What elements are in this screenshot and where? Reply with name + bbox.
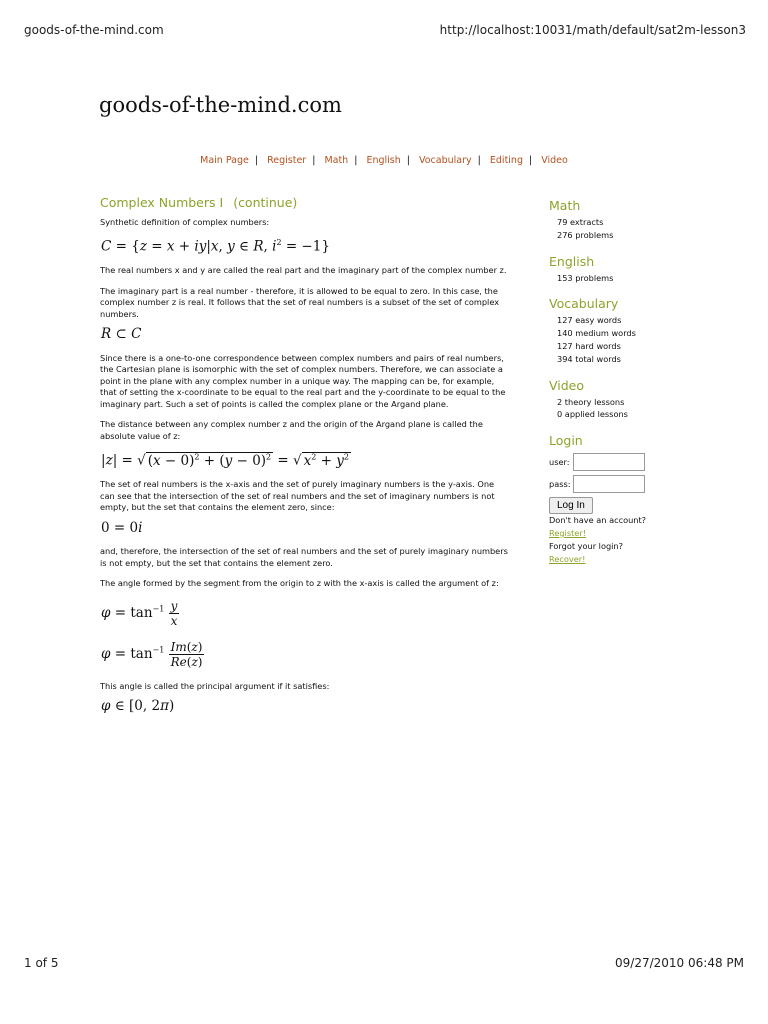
user-label: user: xyxy=(549,456,570,467)
list-item: 140 medium words xyxy=(557,328,636,339)
sidebar-vocabulary-list xyxy=(557,314,699,365)
pass-label: pass: xyxy=(549,478,571,489)
formula-zero: 0 = 0i xyxy=(101,519,143,536)
paragraph-2: The real numbers x and y are called the real part and the imaginary part of the complex number z. xyxy=(100,265,507,275)
sidebar xyxy=(549,198,699,565)
login-button[interactable]: Log In xyxy=(549,497,593,514)
print-footer-page: 1 of 5 xyxy=(24,956,59,970)
nav-register[interactable]: Register xyxy=(267,155,307,166)
formula-argument-2: $\varphi = \tan^{-1}$ $\frac{Im(z)}{Re(z)}$ xyxy=(101,639,203,669)
print-footer-datetime: 09/27/2010 06:48 PM xyxy=(615,956,744,970)
paragraph-8: The angle formed by the segment from the origin to z with the x-axis is called the argument of z: xyxy=(100,578,499,588)
nav-math[interactable]: Math xyxy=(324,155,349,166)
nav-video[interactable]: Video xyxy=(541,155,568,166)
print-header-url: http://localhost:10031/math/default/sat2m-lesson3 xyxy=(439,23,746,37)
list-item: 2 theory lessons xyxy=(557,396,625,407)
sidebar-english-heading[interactable]: English xyxy=(549,253,595,269)
nav-editing[interactable]: Editing xyxy=(489,155,523,166)
sidebar-vocabulary-heading[interactable]: Vocabulary xyxy=(549,296,619,312)
recover-link[interactable]: Recover! xyxy=(549,553,586,564)
register-link[interactable]: Register! xyxy=(549,527,586,538)
paragraph-9: This angle is called the principal argument if it satisfies: xyxy=(100,680,330,691)
list-item: 276 problems xyxy=(557,229,614,240)
login-heading: Login xyxy=(549,433,583,449)
sidebar-english-list xyxy=(557,272,699,285)
list-item: 127 easy words xyxy=(557,315,622,326)
nav-main-page[interactable]: Main Page xyxy=(200,155,249,166)
paragraph-6: The set of real numbers is the x-axis and the set of purely imaginary numbers is the y-axis. One can see that the intersection of the set of real numbers and the set of imaginary numbers is not empty, but the set that contains the element zero, since: xyxy=(100,479,495,512)
user-input[interactable] xyxy=(573,453,645,471)
list-item: 394 total words xyxy=(557,353,621,364)
nav-vocabulary[interactable]: Vocabulary xyxy=(418,155,472,166)
paragraph-4: Since there is a one-to-one correspondence between complex numbers and pairs of real numbers, the Cartesian plane is isomorphic with the set of complex numbers. Therefore, we can associate a point in the plane with any complex number in a unique way. The mapping can be, for example, that of setting the x-coordinate to be equal to the real part and the y-coordinate to be equal to the imaginary part. Such a set of points is called the complex plane or the Argand plane. xyxy=(100,352,506,409)
article xyxy=(100,197,508,725)
top-nav: Main Page | Register | Math | English | Vocabulary | Editing | Video xyxy=(200,155,568,166)
list-item: 127 hard words xyxy=(557,340,621,351)
continue-link[interactable]: (continue) xyxy=(233,195,298,210)
sidebar-video-list xyxy=(557,396,699,422)
paragraph-1: Synthetic definition of complex numbers: xyxy=(100,216,270,227)
pass-input[interactable] xyxy=(573,475,645,493)
formula-definition: C = {z = x + iy|x, y ∈ R, $i^2 = -1$} xyxy=(101,238,330,255)
formula-argument-1: $\varphi = \tan^{-1}$ $\frac{y}{x}$ xyxy=(101,598,178,628)
nav-english[interactable]: English xyxy=(366,155,401,166)
user-row xyxy=(549,453,699,471)
paragraph-5: The distance between any complex number z and the origin of the Argand plane is called the absolute value of z: xyxy=(100,419,483,441)
paragraph-3: The imaginary part is a real number - therefore, it is allowed to be equal to zero. In this case, the complex number z is real. It follows that the set of real numbers is a subset of the set of complex numbers. xyxy=(100,285,500,319)
paragraph-7: and, therefore, the intersection of the set of real numbers and the set of purely imaginary numbers is not empty, but the set that contains the element zero. xyxy=(100,546,508,568)
sidebar-video-heading[interactable]: Video xyxy=(549,377,585,393)
list-item: 0 applied lessons xyxy=(557,409,628,420)
list-item: 79 extracts xyxy=(557,217,604,227)
formula-principal-argument: φ ∈ [0, 2π) xyxy=(101,698,175,714)
sidebar-math-heading[interactable]: Math xyxy=(549,198,581,213)
sidebar-math-list xyxy=(557,216,699,242)
site-title[interactable]: goods-of-the-mind.com xyxy=(99,93,342,117)
article-title: Complex Numbers I (continue) xyxy=(100,195,298,210)
formula-subset: R ⊂ C xyxy=(101,326,142,342)
pass-row xyxy=(549,475,699,493)
print-header-site: goods-of-the-mind.com xyxy=(24,23,164,37)
forgot-text: Forgot your login? xyxy=(549,540,623,551)
no-account-text: Don't have an account? xyxy=(549,515,647,526)
formula-absolute-value: |z| = √ $(x - 0)^2 + (y - 0)^2$ = √ $x^2 + y^2$ xyxy=(101,452,349,469)
list-item: 153 problems xyxy=(557,272,614,283)
